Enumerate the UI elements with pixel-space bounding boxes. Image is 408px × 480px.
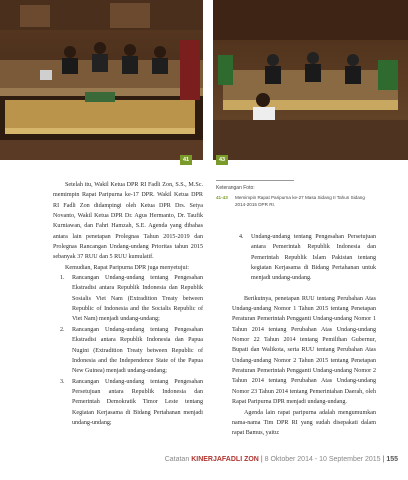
- list-item-text: Rancangan Undang-undang tentang Pengesahan Persetujuan antara Republik Indonesia dan Pemerintah Demokratik Timor Leste tentang Kegiatan Kerjasama di Bidang Pertahanan menjadi undang-undang;: [72, 378, 203, 426]
- intro-paragraph-2: Kemudian, Rapat Paripurna DPR juga menyetujui:: [65, 264, 189, 271]
- page-number: 155: [386, 456, 398, 463]
- list-item-text: Undang-undang tentang Pengesahan Persetujuan antara Pemerintah Republik Indonesia dan Pemerintah Republik Islam Pakistan tentang kegiatan Kerjasama di Bidang Pertahanan untuk menjadi undang-undang.: [251, 234, 376, 282]
- caption-number: 41-43: [216, 195, 228, 200]
- list-item: [232, 232, 376, 284]
- list-item: [53, 325, 203, 377]
- caption-body: [216, 194, 376, 208]
- footer-prefix: Catatan: [164, 456, 190, 463]
- page-footer: [165, 456, 398, 463]
- caption-rule: [216, 180, 294, 181]
- caption-title: Keterangan Foto:: [216, 185, 255, 191]
- article-left-column: [53, 180, 203, 428]
- photo-label-43: 43: [216, 155, 228, 165]
- photo-label-41: 41: [180, 155, 192, 165]
- footer-separator: |: [382, 456, 385, 463]
- list-item: [53, 273, 203, 325]
- list-item: [53, 377, 203, 429]
- list-item-text: Rancangan Undang-undang tentang Pengesahan Ekstradisi antara Republik Indonesia dan Republik Sosialis Viet Nam (Extradition Treaty between Republic of Indonesia and the Socialis Republic of Viet Nam) menjadi undang-undang;: [72, 275, 203, 323]
- body-paragraph-1: Berikutnya, penetapan RUU tentang Perubahan Atas Undang-undang Nomor 1 Tahun 2015 tentang Penetapan Peraturan Pemerintah Pengganti Undang-undang Nomor 1 Tahun 2014 tentang Perubahan Atas Undang-undang Nomor 22 Tahun 2014 tentang Pemilihan Gubernur, Bupati dan Walikota, serta RUU tentang Perubahan Atas Undang-undang Nomor 2 Tahun 2015 tentang Penetapan Peraturan Pemerintah Pengganti Undang-undang Nomor 2 Tahun 2014 tentang Perubahan Atas Undang-undang Nomor 23 Tahun 2014 tentang Pemerintahan Daerah, oleh Rapat Paripurna DPR menjadi undang-undang.: [232, 295, 376, 406]
- list-item-number: 3.: [60, 378, 65, 385]
- footer-separator: |: [260, 456, 263, 463]
- footer-brand-kinerja: KINERJA: [191, 456, 222, 463]
- list-item-number: 4.: [239, 234, 244, 240]
- list-item-text: Rancangan Undang-undang tentang Pengesahan Ekstradisi antara Republik Indonesia dan Papua Nugini (Extradition Treaty between Republic of Indonesia and the Independence State of the Papua New Guinea) menjadi undang-undang;: [72, 326, 203, 375]
- approval-list-left: [53, 273, 203, 428]
- footer-dates: 8 Oktober 2014 - 10 September 2015: [264, 456, 381, 463]
- footer-brand-name: FADLI ZON: [221, 456, 259, 463]
- photo-caption: [216, 180, 376, 208]
- photo-plenary-session-left: [0, 0, 203, 160]
- caption-text: Memimpin Rapat Paripurna ke-27 Masa Sidang II Tahun Sidang 2014-2015 DPR RI.: [235, 195, 365, 207]
- list-item-number: 1.: [60, 275, 65, 282]
- body-paragraph-2: Agenda lain rapat paripurna adalah mengumumkan nama-nama Tim DPR RI yang sudah disepakati dalam rapat Bamus, yaitu:: [232, 409, 376, 437]
- article-right-column: [232, 232, 376, 439]
- photo-plenary-session-right: [213, 0, 408, 160]
- intro-paragraph: Setelah itu, Wakil Ketua DPR RI Fadli Zon, S.S., M.Sc. memimpin Rapat Paripurna ke-17 DPR. Wakil Ketua DPR RI Fadli Zon didampingi oleh Ketua DPR Drs. Setya Novanto, Wakil Ketua DPR Dr. Agus Hermanto, Dr. Taufik Kurniawan, dan Fahri Hamzah, S.E. Agenda yang dibahas antara lain penetapan Prolegnas Tahun 2015-2019 dan Prolegnas Rancangan Undang-undang Prioritas tahun 2015 sebanyak 37 RUU dan 5 RUU kumulatif.: [53, 182, 203, 261]
- approval-list-right: [232, 232, 376, 284]
- list-item-number: 2.: [60, 326, 65, 333]
